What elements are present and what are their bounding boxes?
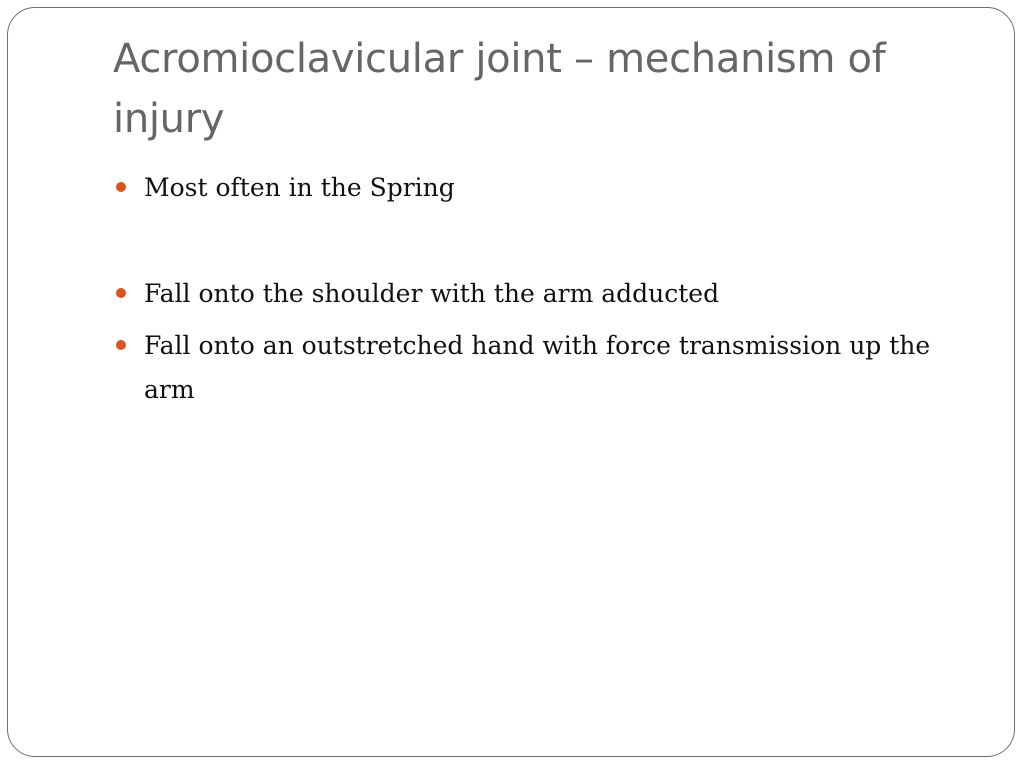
bullet-dot-icon (116, 182, 126, 192)
bullet-text: Fall onto an outstretched hand with force transmission up the arm (144, 331, 931, 404)
bullet-item (116, 166, 976, 210)
bullet-item (116, 272, 976, 316)
bullet-dot-icon (116, 288, 126, 298)
slide-title: Acromioclavicular joint – mechanism of injury (113, 36, 886, 142)
bullet-dot-icon (116, 340, 126, 350)
bullet-list (116, 166, 976, 412)
bullet-text: Fall onto the shoulder with the arm adducted (144, 279, 720, 308)
bullet-item (116, 324, 976, 412)
bullet-text: Most often in the Spring (144, 173, 455, 202)
